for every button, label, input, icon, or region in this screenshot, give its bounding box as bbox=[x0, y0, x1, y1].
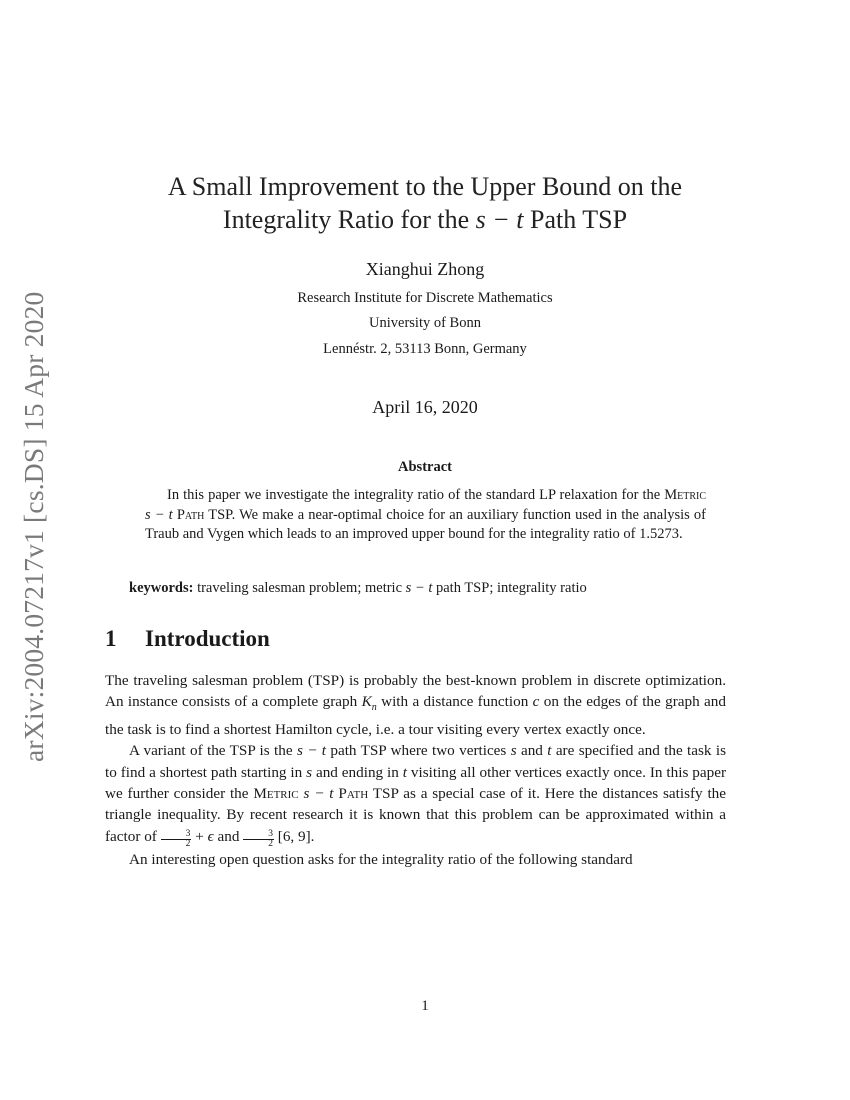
title-math: s − t bbox=[475, 205, 524, 234]
abstract-text: In this paper we investigate the integrality ratio of the standard LP relaxation for the Metric s − t Path TSP. We make a near-optimal choice for an auxiliary function used in the analysis of Traub and Vygen which leads to an improved upper bound for the integrality ratio of 1.5273. bbox=[145, 487, 707, 542]
paragraph-2: A variant of the TSP is the s − t path TSP where two vertices s and t are specified and the task is to find a shortest path starting in s and ending in t visiting all other vertices exactly once. In this paper we further consider the Metric s − t Path TSP as a special case of it. Here the distances satisfy the triangle inequality. By recent research it is known that this problem can be approximated within a factor of $\frac{3}{2}$ + ϵ and $\frac{3}{2}$ [6, 9]. bbox=[105, 742, 727, 849]
page-number: 1 bbox=[421, 998, 429, 1014]
affiliation-line-2: University of Bonn bbox=[369, 315, 481, 331]
title-line-1: A Small Improvement to the Upper Bound on the bbox=[167, 172, 683, 201]
title-line-2: Integrality Ratio for the s − t Path TSP bbox=[222, 205, 628, 234]
affiliation-line-3: Lennéstr. 2, 53113 Bonn, Germany bbox=[323, 341, 527, 357]
fraction-three-halves: $\frac{3}{2}$ bbox=[243, 830, 274, 849]
section-number: 1 bbox=[105, 626, 117, 651]
section-heading bbox=[105, 626, 270, 652]
abstract-heading: Abstract bbox=[398, 459, 452, 475]
paragraph-1: The traveling salesman problem (TSP) is probably the best-known problem in discrete optimization. An instance consists of a complete graph $K_n$ with a distance function c on the edges of the graph and the task is to find a shortest Hamilton cycle, i.e. a tour visiting every vertex exactly once. bbox=[105, 672, 726, 738]
citation-reference: [6, 9]. bbox=[273, 827, 315, 845]
paragraph-3: An interesting open question asks for the integrality ratio of the following standard bbox=[129, 850, 633, 868]
keywords: keywords: traveling salesman problem; metric s − t path TSP; integrality ratio bbox=[129, 580, 587, 596]
fraction-three-halves: $\frac{3}{2}$ bbox=[161, 830, 192, 849]
paper-date: April 16, 2020 bbox=[372, 397, 478, 417]
arxiv-identifier-stamp: arXiv:2004.07217v1 [cs.DS] 15 Apr 2020 bbox=[18, 291, 49, 762]
keywords-label: keywords: bbox=[129, 580, 194, 596]
paper-title bbox=[0, 170, 850, 236]
author-name: Xianghui Zhong bbox=[365, 259, 485, 279]
section-title: Introduction bbox=[145, 626, 270, 651]
body-text bbox=[105, 670, 726, 870]
affiliation-line-1: Research Institute for Discrete Mathematics bbox=[297, 290, 553, 306]
